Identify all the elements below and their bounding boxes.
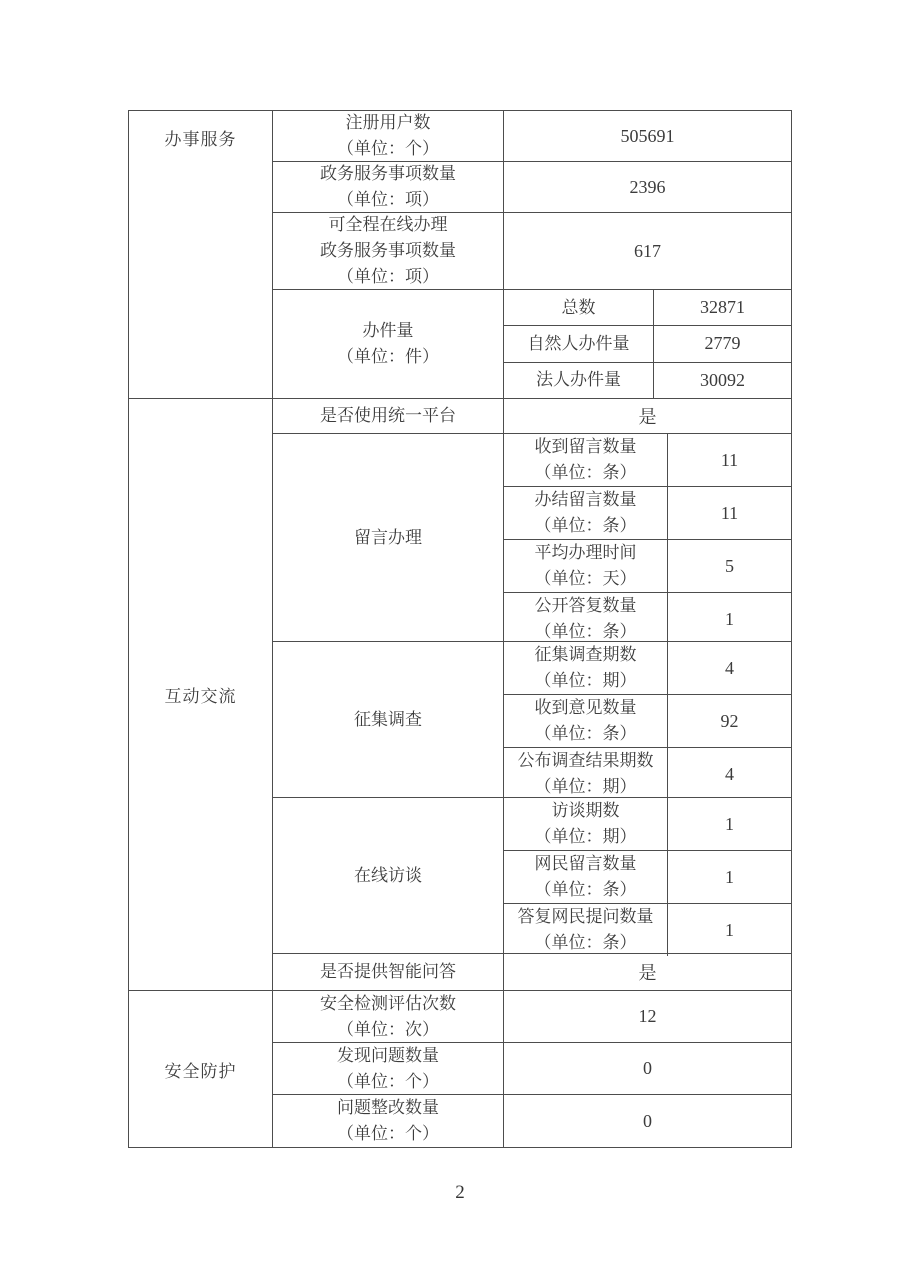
sub-label-line: （单位：期） — [534, 671, 637, 690]
item-label-line: （单位：项） — [337, 190, 439, 209]
table-subrow — [504, 363, 791, 398]
section-service — [129, 111, 791, 399]
sub-label-line: 征集调查期数 — [534, 645, 637, 664]
category-label: 互动交流 — [164, 687, 237, 706]
item-label-cell — [273, 111, 504, 161]
table-row — [273, 111, 791, 162]
sub-label-cell — [504, 487, 668, 539]
table-row-group — [273, 798, 791, 954]
table-subrow — [504, 642, 791, 695]
sub-label-cell — [504, 851, 668, 903]
item-label-line: 留言办理 — [354, 527, 422, 547]
item-label-line: 安全检测评估次数 — [320, 993, 456, 1013]
sub-value-cell: 5 — [725, 555, 734, 576]
item-label-cell — [273, 1095, 504, 1147]
sub-label-line: 访谈期数 — [551, 801, 620, 820]
sub-label-line: 公开答复数量 — [534, 596, 637, 615]
sub-value-cell: 4 — [725, 657, 734, 678]
table-subrow — [504, 851, 791, 904]
sub-label-cell — [504, 642, 668, 694]
item-label-line: （单位：件） — [337, 347, 439, 366]
table-subrow — [504, 695, 791, 748]
sub-value-cell: 1 — [725, 919, 734, 940]
value-cell: 是 — [638, 407, 657, 427]
page-number: 2 — [455, 1182, 465, 1203]
item-label-line: 是否提供智能问答 — [320, 962, 456, 981]
item-label-line: （单位：个） — [337, 139, 439, 158]
table-subrow — [504, 798, 791, 851]
sub-label-cell — [504, 434, 668, 486]
item-label-line: 问题整改数量 — [337, 1098, 439, 1117]
item-label-line: （单位：次） — [337, 1019, 439, 1039]
table-row — [273, 954, 791, 990]
value-cell: 是 — [638, 963, 657, 983]
item-label-cell — [273, 290, 504, 398]
sub-label-cell: 自然人办件量 — [504, 326, 654, 361]
sub-label-line: （单位：条） — [534, 724, 637, 743]
sub-label-cell — [504, 748, 668, 800]
value-cell: 617 — [634, 240, 661, 261]
sub-label-cell — [504, 798, 668, 850]
item-label-line: 在线访谈 — [354, 865, 422, 885]
table-subrow — [504, 326, 791, 362]
item-label-cell — [273, 642, 504, 797]
value-cell: 2396 — [629, 176, 666, 197]
sub-label-line: （单位：条） — [534, 933, 637, 952]
item-label-line: 办件量 — [362, 321, 414, 340]
sub-value-cell: 4 — [725, 763, 734, 784]
item-label-cell — [273, 162, 504, 212]
table-row — [273, 1095, 791, 1147]
sub-value-cell: 2779 — [704, 333, 741, 354]
category-label: 办事服务 — [164, 130, 237, 149]
value-cell: 0 — [643, 1058, 652, 1078]
table-row — [273, 991, 791, 1043]
item-label-line: （单位：个） — [337, 1071, 439, 1091]
table-row — [273, 399, 791, 434]
table-subrow — [504, 748, 791, 800]
item-label-line: 政务服务事项数量 — [320, 241, 456, 260]
item-label-line: 注册用户数 — [345, 113, 431, 132]
table-row — [273, 213, 791, 290]
category-label: 安全防护 — [164, 1061, 237, 1081]
sub-label-line: 答复网民提问数量 — [517, 907, 654, 926]
sub-label-cell: 法人办件量 — [504, 363, 654, 398]
value-cell: 12 — [638, 1006, 657, 1026]
sub-label-line: 收到意见数量 — [534, 698, 637, 717]
sub-value-cell: 1 — [725, 866, 734, 887]
item-label-cell — [273, 434, 504, 641]
sub-value-cell: 32871 — [700, 297, 745, 318]
report-table — [128, 110, 792, 1148]
item-label-line: 征集调查 — [354, 709, 422, 729]
category-cell — [129, 991, 273, 1147]
sub-label-line: （单位：条） — [534, 622, 637, 641]
sub-label-line: 公布调查结果期数 — [517, 751, 654, 770]
sub-label-cell — [504, 540, 668, 592]
item-label-cell — [273, 954, 504, 990]
sub-label-cell — [504, 904, 668, 956]
item-label-cell — [273, 399, 504, 433]
table-row-group — [273, 434, 791, 642]
sub-label-line: 办结留言数量 — [534, 490, 637, 509]
sub-value-cell: 30092 — [700, 369, 745, 390]
table-subrow — [504, 487, 791, 540]
table-row-group — [273, 290, 791, 398]
item-label-line: （单位：项） — [337, 267, 439, 286]
item-label-cell — [273, 798, 504, 953]
category-cell — [129, 399, 273, 990]
section-security — [129, 991, 791, 1147]
table-row-group — [273, 642, 791, 798]
item-label-cell — [273, 213, 504, 289]
sub-value-cell: 11 — [720, 502, 739, 523]
table-subrow — [504, 904, 791, 956]
sub-label-line: 收到留言数量 — [534, 437, 637, 456]
item-label-cell — [273, 991, 504, 1042]
sub-label-line: （单位：条） — [534, 516, 637, 535]
table-subrow — [504, 290, 791, 326]
sub-value-cell: 92 — [720, 710, 739, 731]
item-label-cell — [273, 1043, 504, 1094]
sub-label-line: 平均办理时间 — [534, 543, 637, 562]
sub-label-line: 网民留言数量 — [534, 854, 637, 873]
sub-label-line: （单位：天） — [534, 569, 637, 588]
item-label-line: （单位：个） — [337, 1124, 439, 1143]
sub-label-cell — [504, 695, 668, 747]
sub-label-cell — [504, 593, 668, 645]
item-label-line: 发现问题数量 — [337, 1045, 439, 1065]
item-label-line: 是否使用统一平台 — [320, 406, 456, 425]
sub-value-cell: 1 — [725, 608, 734, 629]
sub-label-line: （单位：期） — [534, 777, 637, 796]
value-cell: 0 — [643, 1110, 652, 1131]
table-subrow — [504, 540, 791, 593]
sub-value-cell: 1 — [725, 813, 734, 834]
item-label-line: 可全程在线办理 — [328, 215, 448, 234]
category-cell — [129, 111, 273, 398]
sub-label-line: （单位：期） — [534, 827, 637, 846]
table-subrow — [504, 434, 791, 487]
sub-label-line: （单位：条） — [534, 463, 637, 482]
sub-value-cell: 11 — [720, 449, 739, 470]
table-row — [273, 1043, 791, 1095]
table-subrow — [504, 593, 791, 645]
sub-label-line: （单位：条） — [534, 880, 637, 899]
table-row — [273, 162, 791, 213]
item-label-line: 政务服务事项数量 — [320, 164, 456, 183]
section-interaction — [129, 399, 791, 991]
value-cell: 505691 — [620, 125, 675, 146]
sub-label-cell: 总数 — [504, 290, 654, 325]
